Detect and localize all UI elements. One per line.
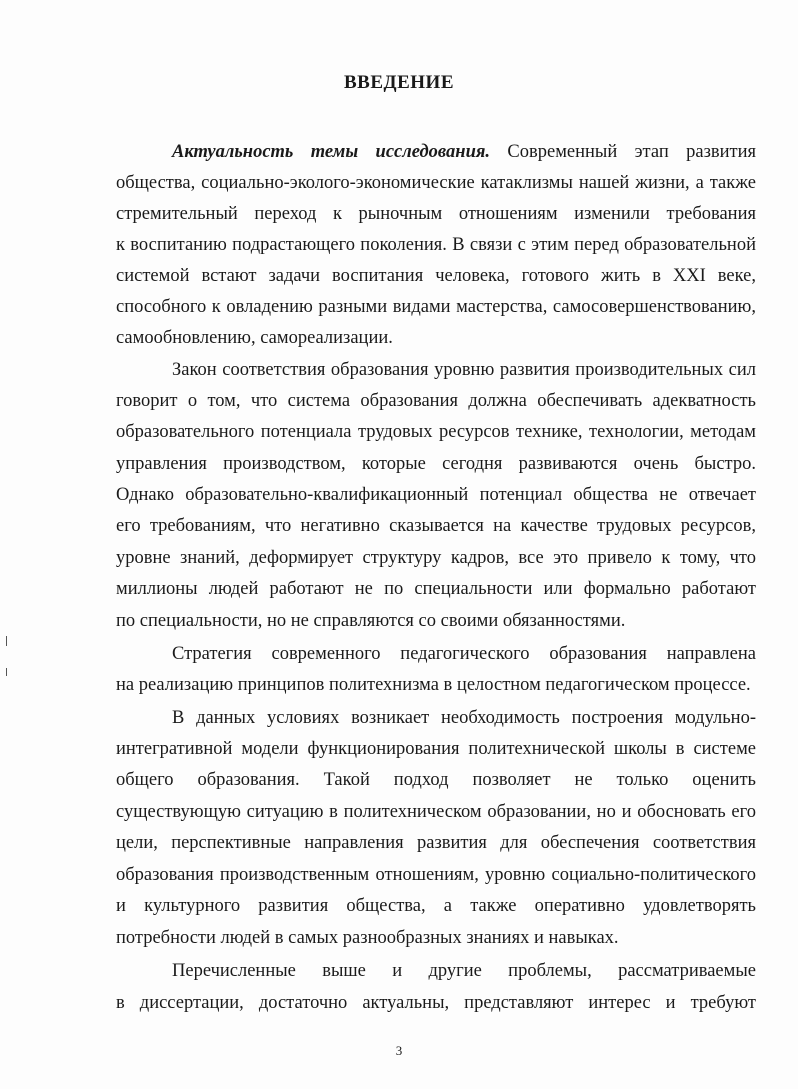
paragraph-1-line: самообновлению, самореализации. bbox=[116, 328, 393, 348]
scan-artifact-mark bbox=[6, 668, 7, 676]
paragraph-3-line: Стратегия современного педагогического образования направлена bbox=[172, 644, 756, 664]
paragraph-2-line: Закон соответствия образования уровню развития производительных сил bbox=[172, 360, 756, 380]
paragraph-1-line: к воспитанию подрастающего поколения. В связи с этим перед образовательной bbox=[116, 235, 756, 255]
text-segment: Современный этап развития bbox=[507, 142, 757, 162]
page-title: ВВЕДЕНИЕ bbox=[344, 72, 454, 93]
paragraph-4-line: существующую ситуацию в политехническом образовании, но и обосновать его bbox=[116, 802, 756, 822]
paragraph-4-line: В данных условиях возникает необходимость построения модульно- bbox=[172, 708, 756, 728]
paragraph-5-line: в диссертации, достаточно актуальны, представляют интерес и требуют bbox=[116, 993, 756, 1013]
page-number: 3 bbox=[395, 1043, 403, 1058]
paragraph-1-line: системой встают задачи воспитания человека, готового жить в XXI веке, bbox=[116, 266, 756, 286]
paragraph-1-line-1 bbox=[172, 137, 756, 167]
paragraph-4-line: цели, перспективные направления развития для обеспечения соответствия bbox=[116, 833, 756, 853]
paragraph-1-line: способного к овладению разными видами мастерства, самосовершенствованию, bbox=[116, 297, 756, 317]
paragraph-2-line: говорит о том, что система образования должна обеспечивать адекватность bbox=[116, 391, 756, 411]
paragraph-4-line: интегративной модели функционирования политехнической школы в системе bbox=[116, 739, 756, 759]
paragraph-2-line: по специальности, но не справляются со своими обязанностями. bbox=[116, 611, 626, 631]
paragraph-2-line: его требованиям, что негативно сказывается на качестве трудовых ресурсов, bbox=[116, 516, 756, 536]
paragraph-5-line: Перечисленные выше и другие проблемы, рассматриваемые bbox=[172, 961, 756, 981]
paragraph-2-line: уровне знаний, деформирует структуру кадров, все это привело к тому, что bbox=[116, 548, 756, 568]
scan-artifact-mark bbox=[6, 636, 7, 646]
paragraph-2-line: Однако образовательно-квалификационный потенциал общества не отвечает bbox=[116, 485, 756, 505]
paragraph-4-line: общего образования. Такой подход позволяет не только оценить bbox=[116, 770, 756, 790]
paragraph-4-line: и культурного развития общества, а также оперативно удовлетворять bbox=[116, 896, 756, 916]
paragraph-lead-heading: Актуальность темы исследования. bbox=[172, 142, 491, 162]
paragraph-3-line: на реализацию принципов политехнизма в целостном педагогическом процессе. bbox=[116, 675, 751, 695]
paragraph-2-line: управления производством, которые сегодня развиваются очень быстро. bbox=[116, 454, 756, 474]
paragraph-1-line: общества, социально-эколого-экономические катаклизмы нашей жизни, а также bbox=[116, 173, 756, 193]
paragraph-4-line: образования производственным отношениям, уровню социально-политического bbox=[116, 865, 756, 885]
paragraph-2-line: образовательного потенциала трудовых ресурсов технике, технологии, методам bbox=[116, 422, 756, 442]
paragraph-1-line: стремительный переход к рыночным отношениям изменили требования bbox=[116, 204, 756, 224]
paragraph-2-line: миллионы людей работают не по специальности или формально работают bbox=[116, 579, 756, 599]
paragraph-4-line: потребности людей в самых разнообразных знаниях и навыках. bbox=[116, 928, 619, 948]
